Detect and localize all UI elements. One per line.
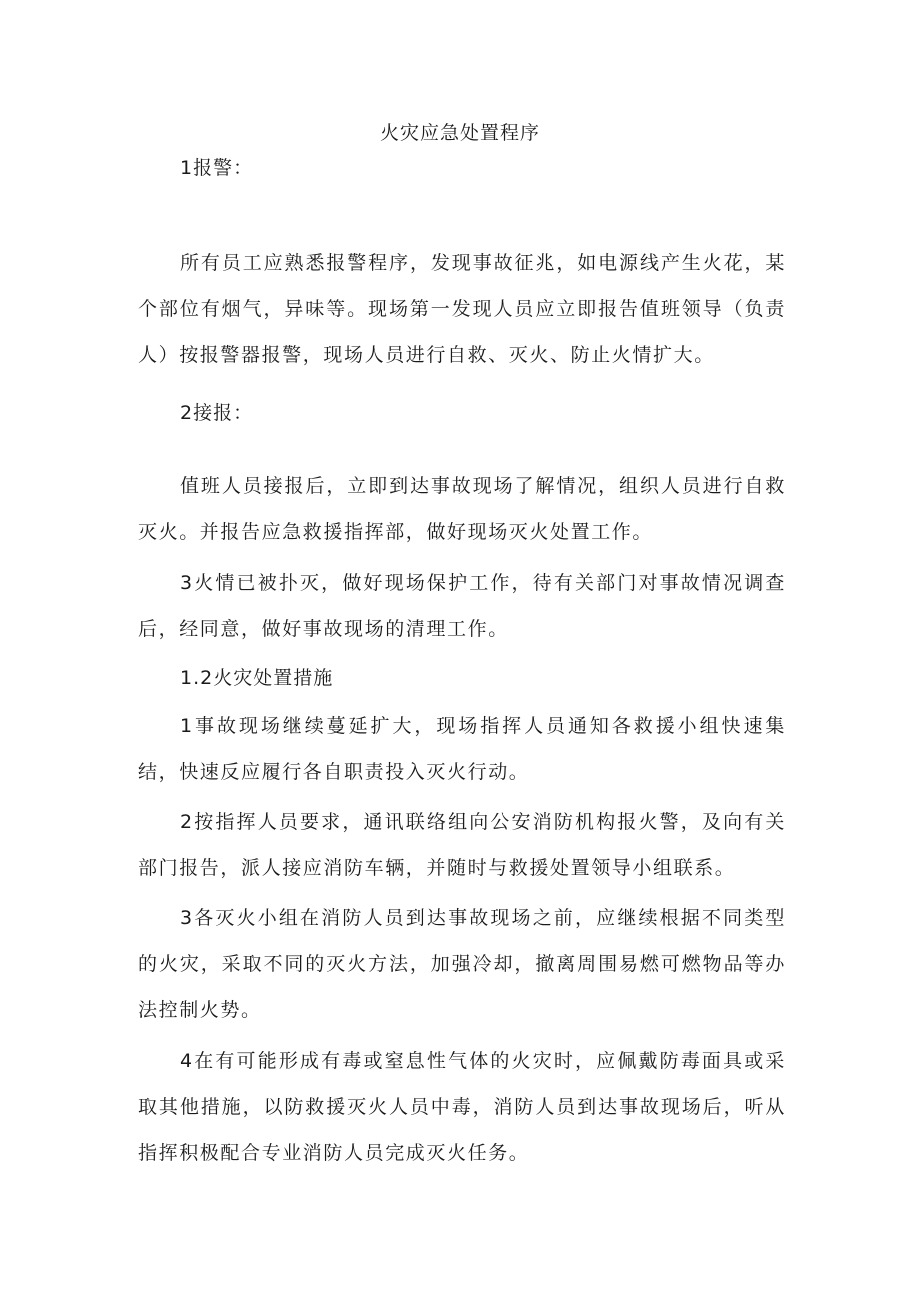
paragraph-fire-extinguished: 3火情已被扑灭，做好现场保护工作，待有关部门对事故情况调查后，经同意，做好事故现场的清理工作。 — [138, 572, 786, 640]
document-title: 火灾应急处置程序 — [379, 122, 540, 144]
paragraph-measure-4: 4在有可能形成有毒或窒息性气体的火灾时，应佩戴防毒面具或采取其他措施，以防救援灭火人员中毒，消防人员到达事故现场后，听从指挥积极配合专业消防人员完成灭火任务。 — [138, 1050, 786, 1164]
section-heading-receive: 2接报： — [180, 402, 254, 424]
section-heading-fire-measures: 1.2火灾处置措施 — [180, 667, 334, 689]
paragraph-measure-1: 1事故现场继续蔓延扩大，现场指挥人员通知各救援小组快速集结，快速反应履行各自职责投入灭火行动。 — [138, 715, 786, 783]
paragraph-measure-3: 3各灭火小组在消防人员到达事故现场之前，应继续根据不同类型的火灾，采取不同的灭火方法，加强冷却，撤离周围易燃可燃物品等办法控制火势。 — [138, 907, 786, 1021]
paragraph-measure-2: 2按指挥人员要求，通讯联络组向公安消防机构报火警，及向有关部门报告，派人接应消防车辆，并随时与救援处置领导小组联系。 — [138, 811, 786, 879]
paragraph-alarm-procedure: 所有员工应熟悉报警程序，发现事故征兆，如电源线产生火花，某个部位有烟气，异味等。现场第一发现人员应立即报告值班领导（负责人）按报警器报警，现场人员进行自救、灭火、防止火情扩大。 — [138, 252, 786, 366]
section-heading-alarm: 1报警： — [180, 157, 254, 179]
paragraph-receive-procedure: 值班人员接报后，立即到达事故现场了解情况，组织人员进行自救灭火。并报告应急救援指挥部，做好现场灭火处置工作。 — [138, 475, 786, 543]
